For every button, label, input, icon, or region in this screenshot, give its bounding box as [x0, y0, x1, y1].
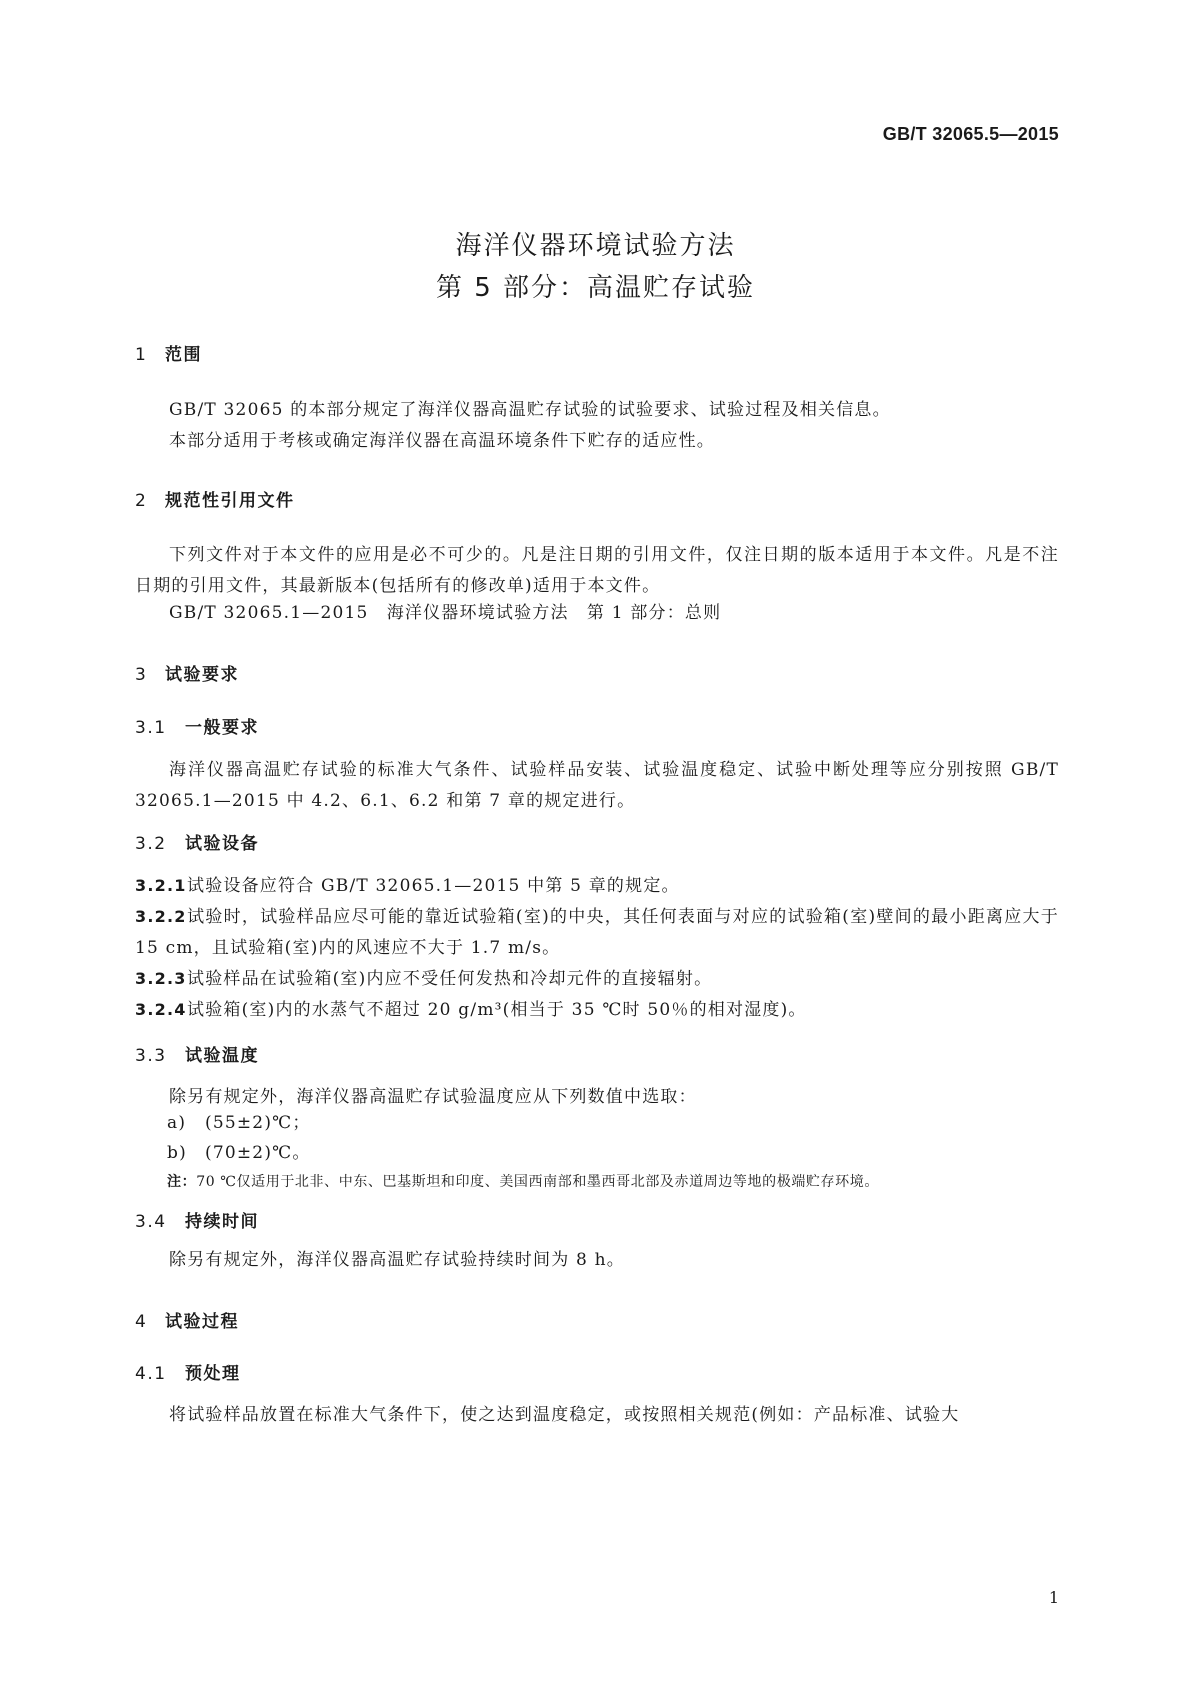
section-1-paragraph-1: GB/T 32065 的本部分规定了海洋仪器高温贮存试验的试验要求、试验过程及相关信息。	[169, 400, 891, 420]
section-1-heading	[135, 340, 202, 365]
document-title	[0, 225, 1191, 309]
note-text: 70 ℃仅适用于北非、中东、巴基斯坦和印度、美国西南部和墨西哥北部及赤道周边等地的极端贮存环境。	[196, 1174, 879, 1190]
section-title: 持续时间	[185, 1212, 259, 1232]
clause-text: 试验箱(室)内的水蒸气不超过 20 g/m³(相当于 35 ℃时 50％的相对湿度)。	[187, 1000, 807, 1020]
section-number: 2	[135, 491, 148, 511]
list-item-b	[167, 1138, 311, 1163]
title-line-2: 第 5 部分：高温贮存试验	[435, 273, 756, 303]
section-3-1-heading	[135, 713, 259, 738]
section-number: 3.3	[135, 1046, 167, 1066]
note	[167, 1171, 879, 1191]
section-3-3-heading	[135, 1041, 259, 1066]
list-item-a	[167, 1108, 311, 1133]
section-4-1-paragraph: 将试验样品放置在标准大气条件下，使之达到温度稳定，或按照相关规范(例如：产品标准、试验大	[169, 1405, 960, 1425]
page-number: 1	[1048, 1588, 1059, 1607]
section-title: 一般要求	[185, 718, 259, 738]
clause-3-2-2	[135, 901, 1059, 964]
section-title: 试验设备	[185, 834, 259, 854]
list-text: (55±2)℃；	[205, 1113, 311, 1133]
section-number: 4	[135, 1312, 148, 1332]
section-title: 试验过程	[165, 1312, 239, 1332]
section-3-1-paragraph: 海洋仪器高温贮存试验的标准大气条件、试验样品安装、试验温度稳定、试验中断处理等应分别按照 GB/T 32065.1—2015 中 4.2、6.1、6.2 和第 7 章的规定进行。	[135, 760, 1059, 811]
title-line-1: 海洋仪器环境试验方法	[455, 231, 736, 261]
clause-number: 3.2.2	[135, 907, 187, 926]
list-text: (70±2)℃。	[205, 1143, 311, 1163]
clause-3-2-4	[135, 994, 1059, 1026]
normative-reference: GB/T 32065.1—2015 海洋仪器环境试验方法 第 1 部分：总则	[169, 603, 722, 623]
section-2-heading	[135, 486, 295, 511]
section-number: 3.4	[135, 1212, 167, 1232]
clause-3-2-3	[135, 963, 1059, 995]
clause-number: 3.2.4	[135, 1000, 187, 1019]
section-title: 试验温度	[185, 1046, 259, 1066]
section-3-3-paragraph: 除另有规定外，海洋仪器高温贮存试验温度应从下列数值中选取：	[169, 1087, 697, 1107]
section-3-4-paragraph: 除另有规定外，海洋仪器高温贮存试验持续时间为 8 h。	[169, 1250, 625, 1270]
section-1-paragraph-2: 本部分适用于考核或确定海洋仪器在高温环境条件下贮存的适应性。	[169, 431, 715, 451]
clause-text: 试验设备应符合 GB/T 32065.1—2015 中第 5 章的规定。	[187, 876, 680, 896]
section-4-heading	[135, 1307, 239, 1332]
section-number: 3	[135, 665, 148, 685]
list-marker: a)	[167, 1113, 187, 1133]
clause-3-2-1	[135, 870, 1059, 902]
section-number: 4.1	[135, 1364, 167, 1384]
clause-text: 试验样品在试验箱(室)内应不受任何发热和冷却元件的直接辐射。	[187, 969, 713, 989]
standard-number: GB/T 32065.5—2015	[882, 124, 1059, 144]
clause-number: 3.2.3	[135, 969, 187, 988]
note-label: 注：	[167, 1174, 197, 1190]
section-title: 规范性引用文件	[165, 491, 295, 511]
section-number: 3.2	[135, 834, 167, 854]
section-number: 3.1	[135, 718, 167, 738]
section-title: 预处理	[185, 1364, 241, 1384]
clause-text: 试验时，试验样品应尽可能的靠近试验箱(室)的中央，其任何表面与对应的试验箱(室)壁间的最小距离应大于 15 cm，且试验箱(室)内的风速应不大于 1.7 m/s。	[135, 907, 1059, 958]
section-3-heading	[135, 660, 239, 685]
section-title: 试验要求	[165, 665, 239, 685]
section-title: 范围	[165, 345, 202, 365]
section-number: 1	[135, 345, 148, 365]
section-3-2-heading	[135, 829, 259, 854]
section-3-4-heading	[135, 1207, 259, 1232]
section-4-1-heading	[135, 1359, 241, 1384]
section-2-paragraph-1: 下列文件对于本文件的应用是必不可少的。凡是注日期的引用文件，仅注日期的版本适用于本文件。凡是不注日期的引用文件，其最新版本(包括所有的修改单)适用于本文件。	[135, 545, 1059, 596]
clause-number: 3.2.1	[135, 876, 187, 895]
list-marker: b)	[167, 1143, 187, 1163]
